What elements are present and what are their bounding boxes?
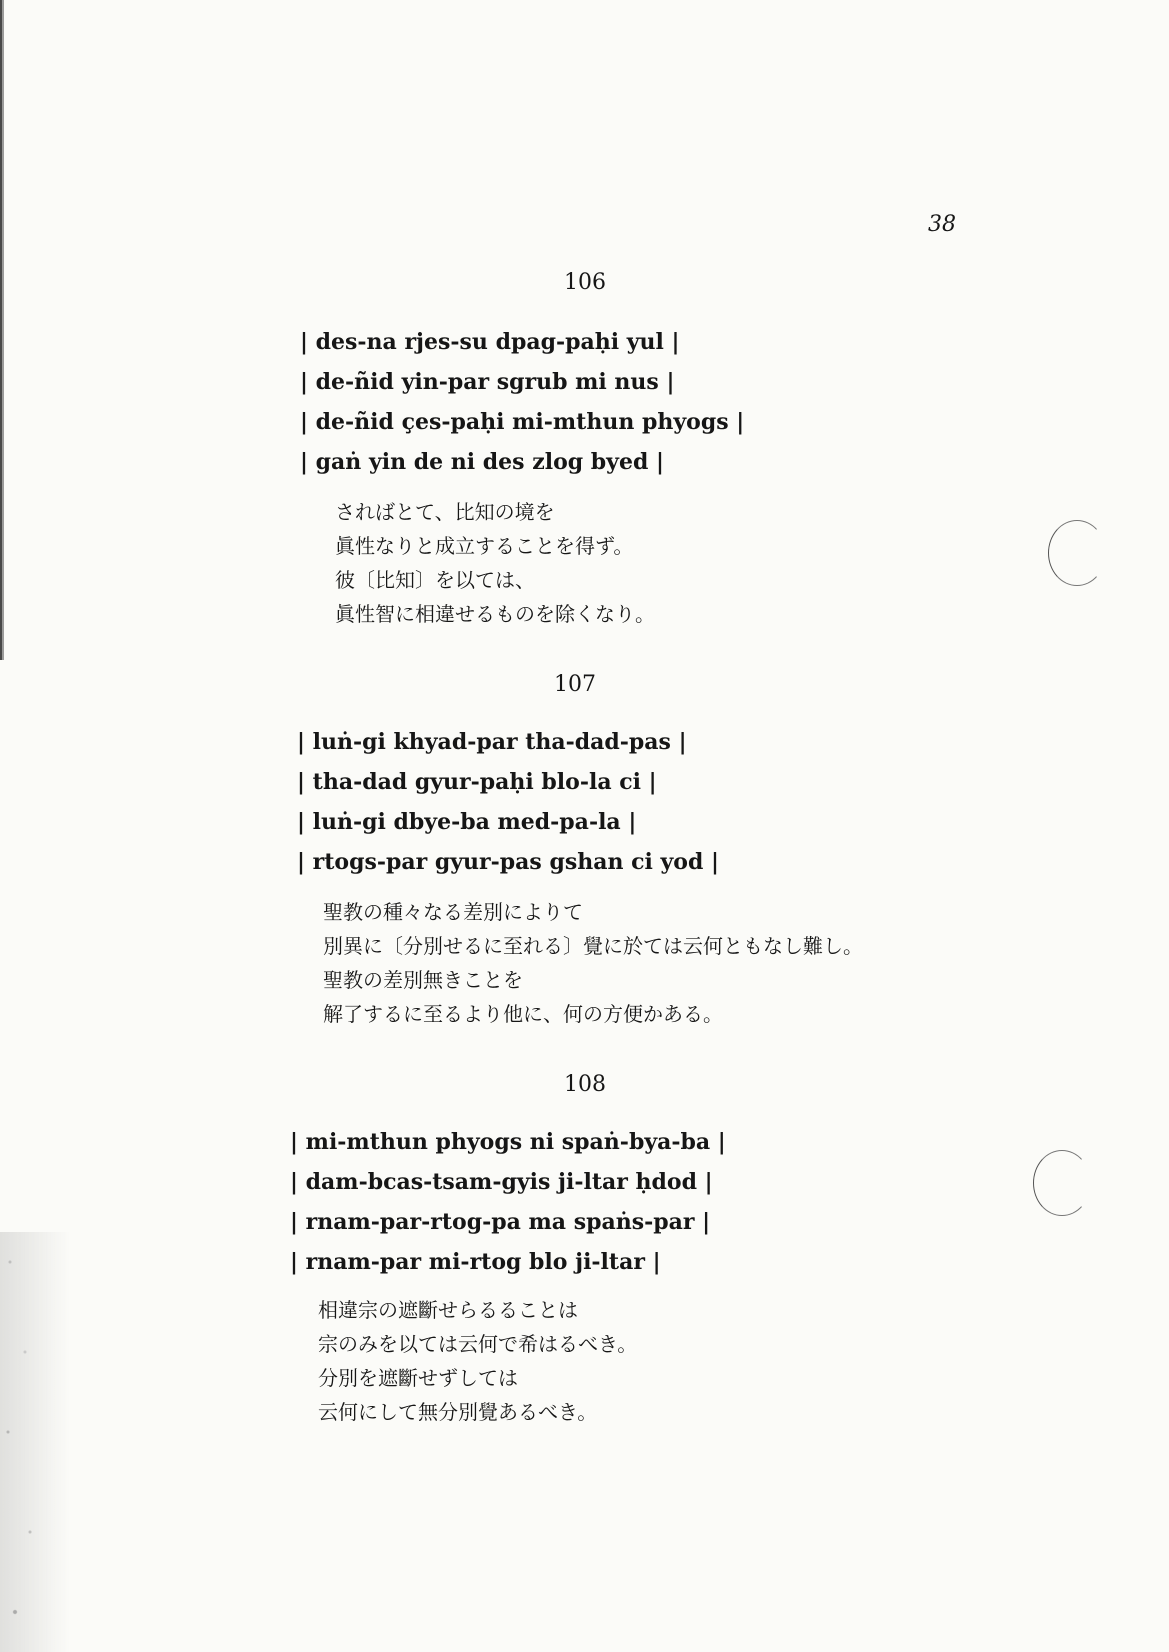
verse-line: | des-na rjes-su dpag-paḥi yul |	[300, 329, 680, 355]
verse-number: 106	[564, 270, 606, 295]
verse-line: | gaṅ yin de ni des zlog byed |	[300, 449, 664, 475]
scan-edge-artifact	[0, 0, 6, 660]
translation-line: 眞性なりと成立することを得ず。	[335, 534, 634, 558]
verse-line: | tha-dad gyur-paḥi blo-la ci |	[297, 769, 657, 795]
verse-line: | dam-bcas-tsam-gyis ji-ltar ḥdod |	[290, 1169, 713, 1195]
verse-number: 108	[564, 1072, 606, 1097]
verse-line: | de-ñid çes-paḥi mi-mthun phyogs |	[300, 409, 745, 435]
verse-line: | luṅ-gi khyad-par tha-dad-pas |	[297, 729, 687, 755]
translation-line: 宗のみを以ては云何で希はるべき。	[318, 1332, 638, 1356]
translation-line: 別異に〔分別せるに至れる〕覺に於ては云何ともなし難し。	[323, 934, 863, 958]
verse-line: | mi-mthun phyogs ni spaṅ-bya-ba |	[290, 1129, 726, 1155]
translation-line: 彼〔比知〕を以ては、	[335, 568, 535, 592]
scan-arc-mark	[1033, 1150, 1091, 1216]
verse-line: | rtogs-par gyur-pas gshan ci yod |	[297, 849, 720, 875]
translation-line: 聖教の差別無きことを	[323, 968, 523, 992]
page-number: 38	[928, 212, 956, 237]
translation-line: 眞性智に相違せるものを除くなり。	[335, 602, 655, 626]
tibetan-verse	[297, 722, 719, 882]
verse-line: | rnam-par-rtog-pa ma spaṅs-par |	[290, 1209, 711, 1235]
verse-number: 107	[554, 672, 596, 697]
translation-line: 聖教の種々なる差別によりて	[323, 900, 583, 924]
verse-line: | luṅ-gi dbye-ba med-pa-la |	[297, 809, 637, 835]
japanese-translation	[318, 1293, 637, 1429]
scan-noise-artifact	[0, 1232, 70, 1652]
translation-line: 相違宗の遮斷せらるることは	[318, 1298, 578, 1322]
japanese-translation	[323, 895, 863, 1031]
scan-arc-mark	[1048, 520, 1106, 586]
verse-line: | rnam-par mi-rtog blo ji-ltar |	[290, 1249, 661, 1275]
tibetan-verse	[290, 1122, 726, 1282]
translation-line: 分別を遮斷せずしては	[318, 1366, 518, 1390]
tibetan-verse	[300, 322, 744, 482]
japanese-translation	[335, 495, 655, 631]
translation-line: 解了するに至るより他に、何の方便かある。	[323, 1002, 723, 1026]
translation-line: 云何にして無分別覺あるべき。	[318, 1400, 598, 1424]
translation-line: さればとて、比知の境を	[335, 500, 555, 524]
verse-line: | de-ñid yin-par sgrub mi nus |	[300, 369, 675, 395]
